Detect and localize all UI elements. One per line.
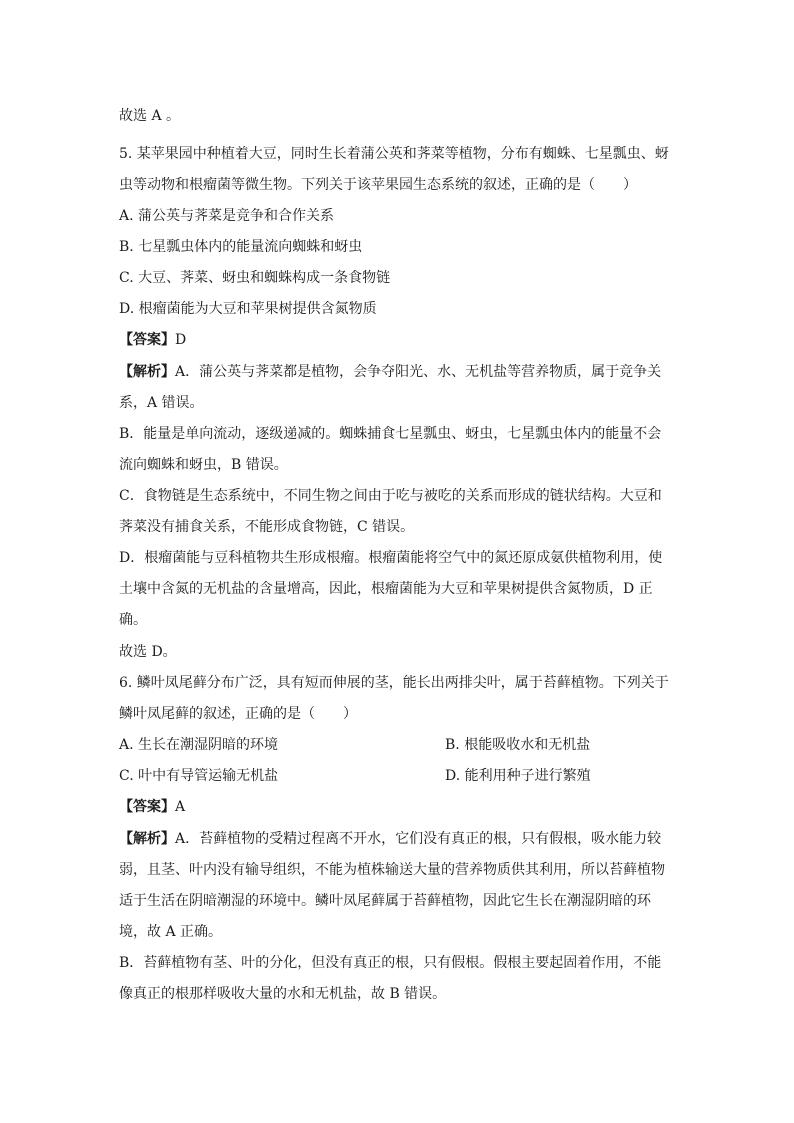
question-5-analysis-line5: C．食物链是生态系统中，不同生物之间由于吃与被吃的关系而形成的链状结构。大豆和 <box>119 488 662 504</box>
question-5-analysis-line1 <box>119 362 661 382</box>
question-5-analysis-line2: 系，A 错误。 <box>119 395 204 411</box>
question-6-option-c: C. 叶中有导管运输无机盐 <box>119 768 279 784</box>
question-5-option-d: D. 根瘤菌能为大豆和苹果树提供含氮物质 <box>119 301 377 317</box>
answer-value: A <box>175 799 186 815</box>
question-6-analysis-line5: B．苔藓植物有茎、叶的分化，但没有真正的根，只有假根。假根主要起固着作用，不能 <box>119 955 662 971</box>
question-5-analysis-line3: B．能量是单向流动，逐级递减的。蜘蛛捕食七星瓢虫、蚜虫，七星瓢虫体内的能量不会 <box>119 426 662 442</box>
question-5-answer <box>119 330 186 350</box>
question-5-option-b: B. 七星瓢虫体内的能量流向蜘蛛和蚜虫 <box>119 239 363 255</box>
question-5-analysis-line6: 荠菜没有捕食关系，不能形成食物链，C 错误。 <box>119 519 415 535</box>
analysis-text: A．苔藓植物的受精过程离不开水，它们没有真正的根，只有假根，吸水能力较 <box>175 831 662 847</box>
question-6-option-b: B. 根能吸收水和无机盐 <box>445 737 591 753</box>
conclusion-q5: 故选 D。 <box>119 644 177 660</box>
question-5-option-c: C. 大豆、荠菜、蚜虫和蜘蛛构成一条食物链 <box>119 270 391 286</box>
question-6-analysis-line3: 适于生活在阴暗潮湿的环境中。鳞叶凤尾藓属于苔藓植物，因此它生长在潮湿阴暗的环 <box>119 893 651 909</box>
question-6-analysis-line2: 弱，且茎、叶内没有输导组织，不能为植株输送大量的营养物质供其利用，所以苔藓植物 <box>119 862 665 878</box>
conclusion-q4: 故选 A 。 <box>119 108 181 124</box>
answer-tag: 【答案】 <box>119 799 175 815</box>
question-5-analysis-line8: 土壤中含氮的无机盐的含量增高，因此，根瘤菌能为大豆和苹果树提供含氮物质，D 正 <box>119 581 653 597</box>
analysis-text: A．蒲公英与荠菜都是植物，会争夺阳光、水、无机盐等营养物质，属于竞争关 <box>175 364 662 380</box>
question-5-analysis-line7: D．根瘤菌能与豆科植物共生形成根瘤。根瘤菌能将空气中的氮还原成氨供植物利用，使 <box>119 550 663 566</box>
question-6-option-d: D. 能利用种子进行繁殖 <box>445 768 591 784</box>
analysis-tag: 【解析】 <box>119 364 175 380</box>
question-6-analysis-line6: 像真正的根那样吸收大量的水和无机盐，故 B 错误。 <box>119 986 447 1002</box>
question-5-stem-line2: 虫等动物和根瘤菌等微生物。下列关于该苹果园生态系统的叙述，正确的是（ ） <box>119 177 637 193</box>
question-5-analysis-line9: 确。 <box>119 612 147 628</box>
question-6-stem-line2: 鳞叶凤尾藓的叙述，正确的是（ ） <box>119 706 357 722</box>
question-6-stem-line1: 6. 鳞叶凤尾藓分布广泛，具有短而伸展的茎，能长出两排尖叶，属于苔藓植物。下列关于 <box>119 675 669 691</box>
analysis-tag: 【解析】 <box>119 831 175 847</box>
question-5-analysis-line4: 流向蜘蛛和蚜虫，B 错误。 <box>119 457 288 473</box>
question-5-option-a: A. 蒲公英与荠菜是竞争和合作关系 <box>119 208 335 224</box>
question-6-answer <box>119 797 185 817</box>
answer-value: D <box>175 332 187 348</box>
question-6-analysis-line4: 境，故 A 正确。 <box>119 924 223 940</box>
question-5-stem-line1: 5. 某苹果园中种植着大豆，同时生长着蒲公英和荠菜等植物，分布有蜘蛛、七星瓢虫、蚜 <box>119 146 669 162</box>
question-6-option-a: A. 生长在潮湿阴暗的环境 <box>119 737 279 753</box>
question-6-analysis-line1 <box>119 829 661 849</box>
answer-tag: 【答案】 <box>119 332 175 348</box>
